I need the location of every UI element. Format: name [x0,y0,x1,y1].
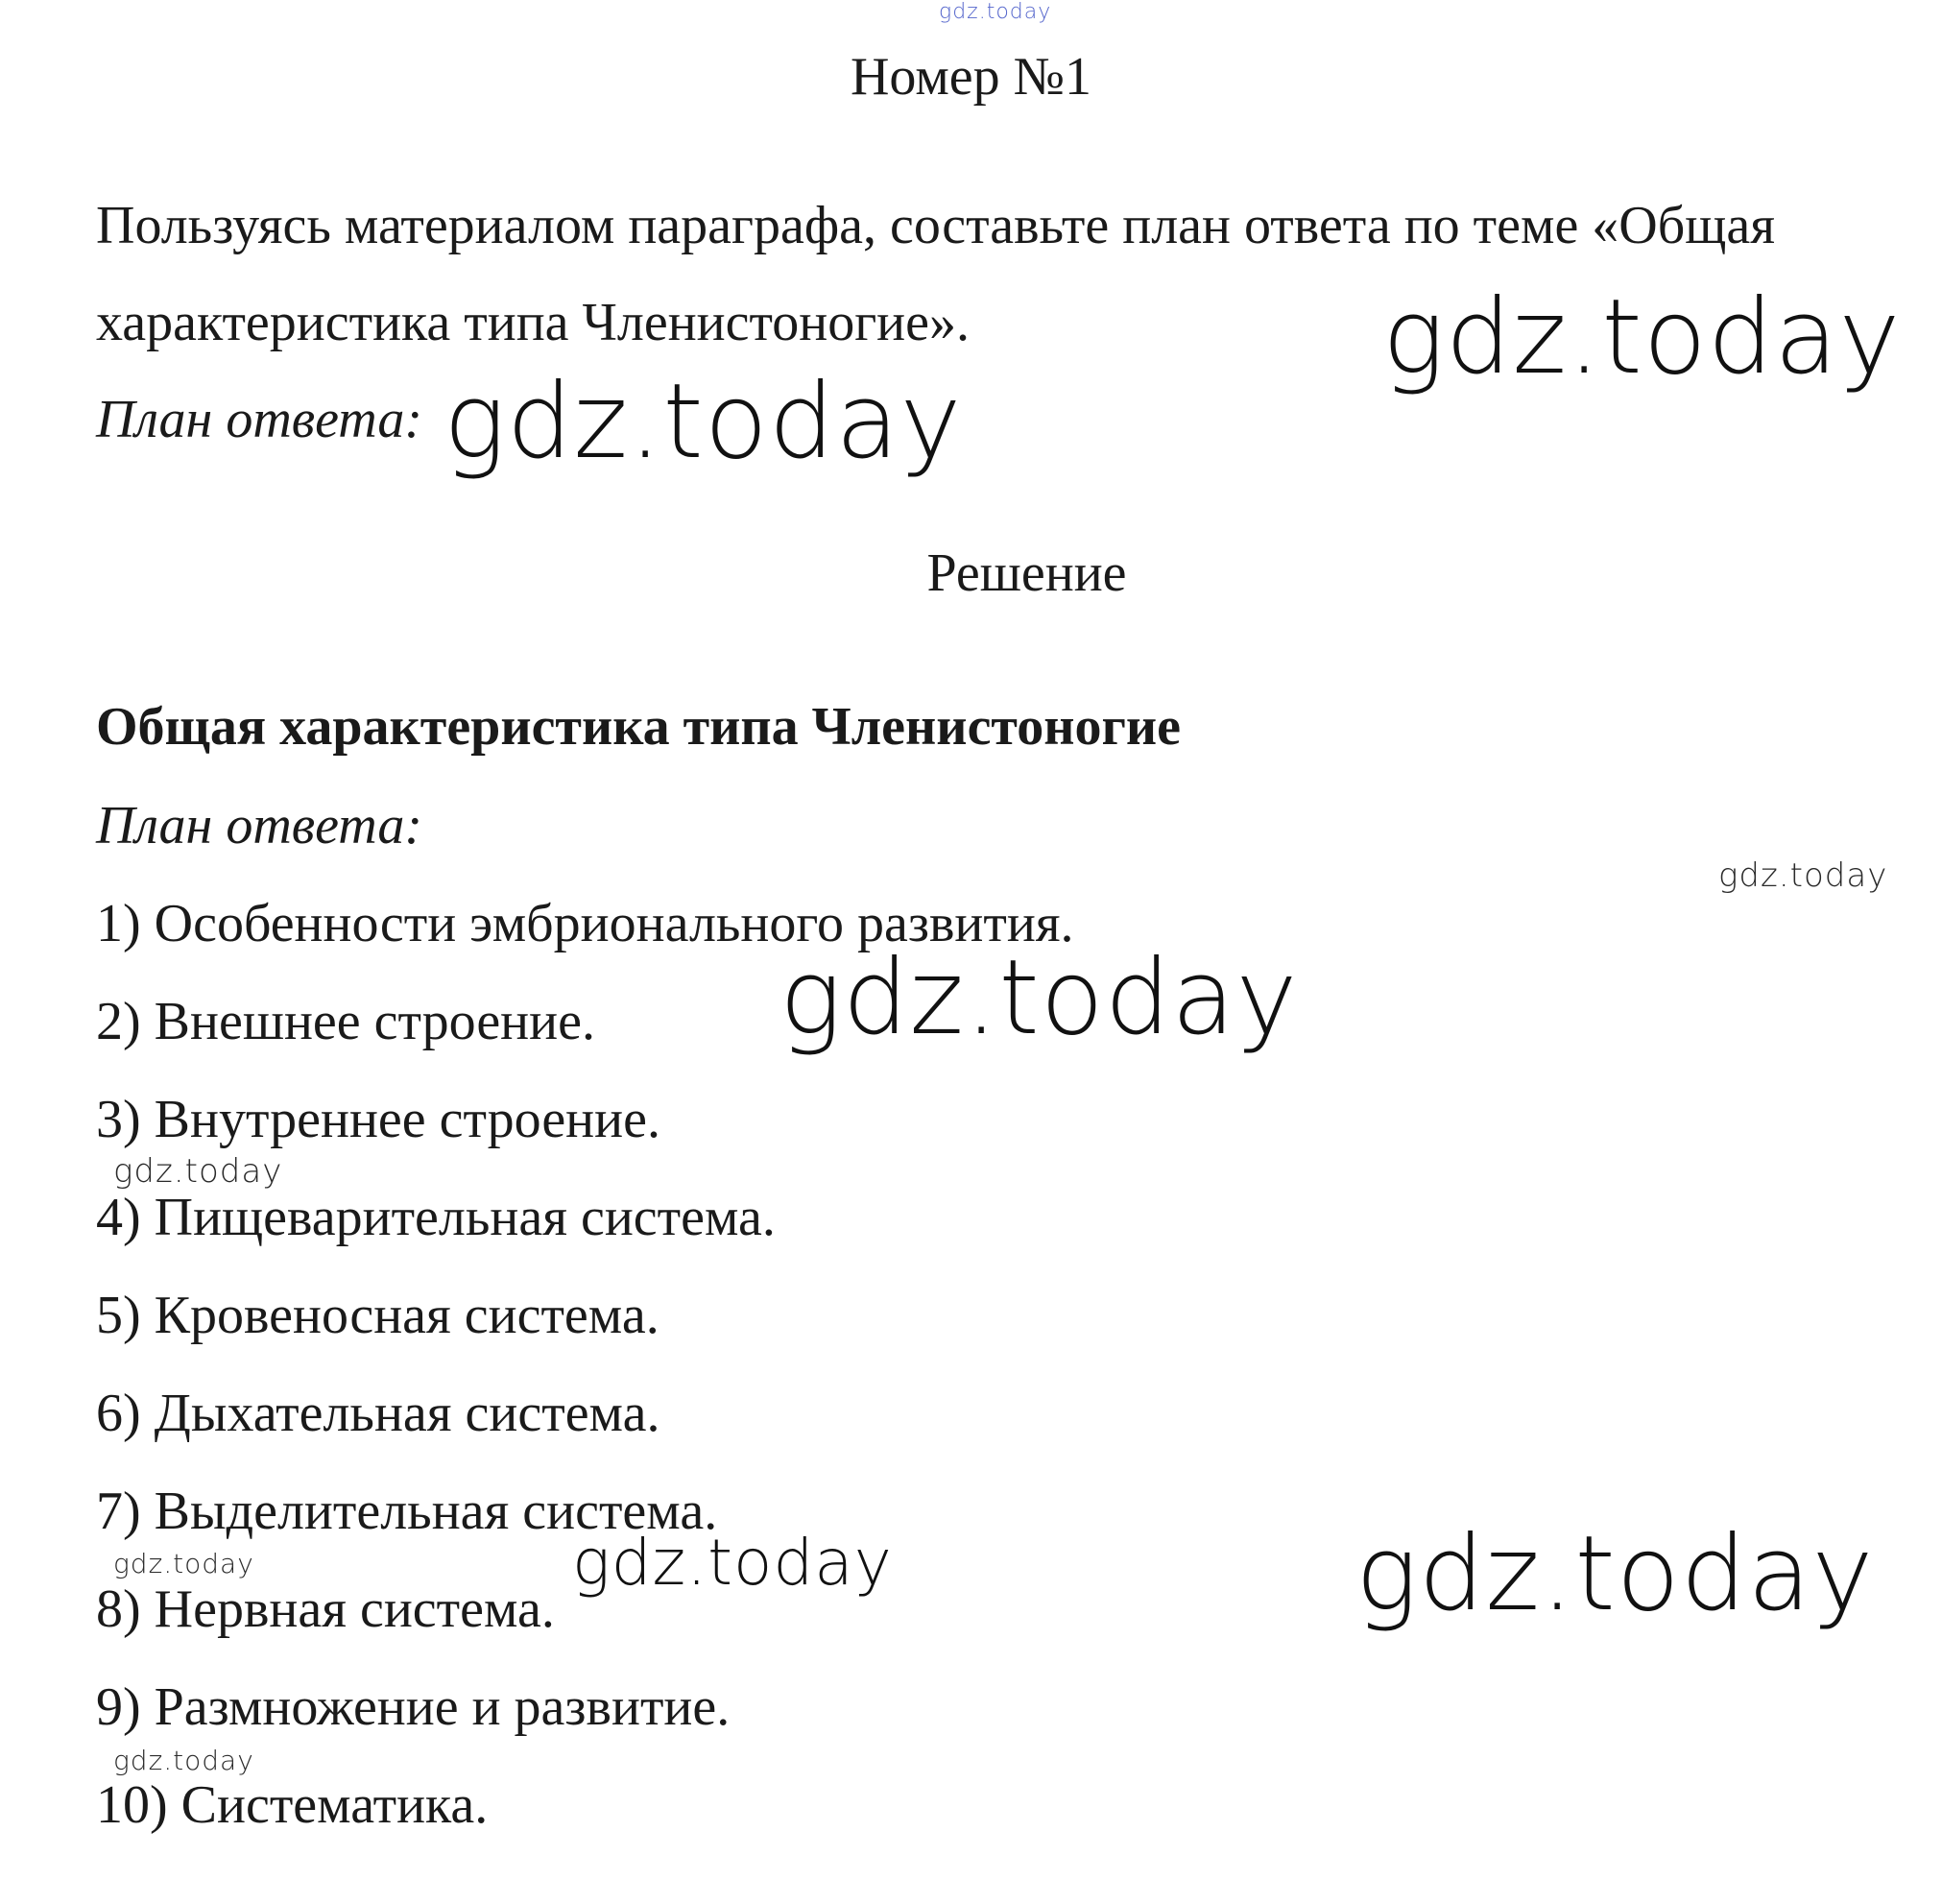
list-item: 1) Особенности эмбрионального развития. [96,894,1074,953]
list-item: 4) Пищеварительная система. [96,1188,776,1247]
watermark-large-4: gdz.today [1355,1514,1875,1634]
list-item: 9) Размножение и развитие. [96,1677,731,1737]
watermark-small-1: gdz.today [1718,856,1888,895]
watermark-medium-1: gdz.today [572,1526,893,1600]
watermark-small-4: gdz.today [113,1745,254,1776]
watermark-top: gdz.today [939,0,1052,24]
list-item: 10) Систематика. [96,1775,489,1835]
topic-title: Общая характеристика типа Членистоногие [96,697,1182,757]
list-item: 8) Нервная система. [96,1579,555,1639]
list-item: 7) Выделительная система. [96,1482,718,1541]
page-title: Номер №1 [850,47,1092,107]
list-item: 3) Внутреннее строение. [96,1090,660,1149]
watermark-large-3: gdz.today [779,938,1299,1058]
list-item: 6) Дыхательная система. [96,1384,660,1443]
watermark-small-3: gdz.today [113,1548,254,1579]
watermark-large-1: gdz.today [1382,277,1902,398]
solution-plan-label: План ответа: [96,796,422,856]
watermark-large-2: gdz.today [444,362,963,482]
task-plan-label: План ответа: [96,390,422,449]
solution-heading: Решение [926,543,1127,603]
task-text-line-2: характеристика типа Членистоногие». [96,293,970,352]
list-item: 5) Кровеносная система. [96,1286,659,1345]
watermark-small-2: gdz.today [113,1152,283,1191]
list-item: 2) Внешнее строение. [96,992,595,1051]
task-text-line-1: Пользуясь материалом параграфа, составьте план ответа по теме «Общая [96,196,1775,255]
